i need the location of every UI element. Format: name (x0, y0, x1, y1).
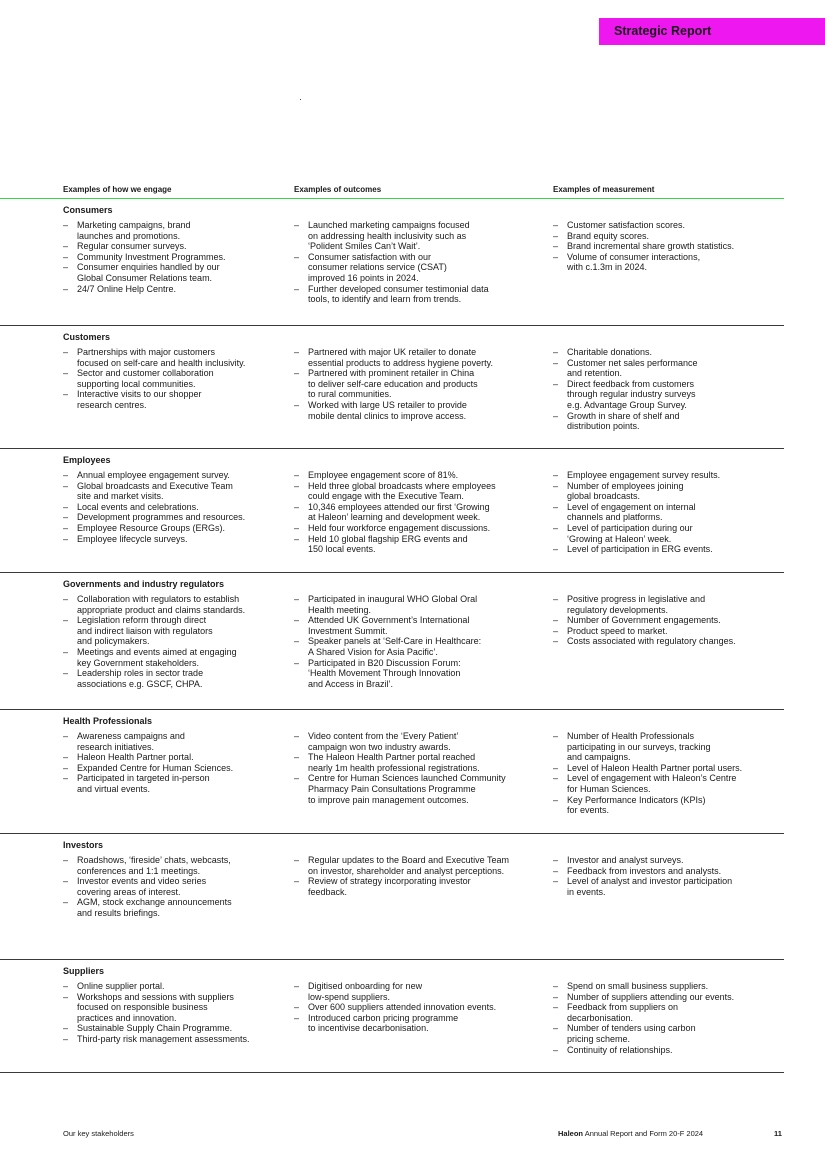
outcomes-list (294, 470, 549, 555)
measurement-list (553, 470, 783, 555)
engage-list (63, 594, 285, 689)
page-number: 11 (774, 1129, 782, 1138)
stakeholder-row-suppliers (0, 960, 784, 1073)
outcomes-list (294, 347, 549, 421)
list-item: – Meetings and events aimed at engaging key Government stakeholders. (63, 647, 285, 668)
list-item: – Employee engagement score of 81%. (294, 470, 549, 481)
list-item: – Level of participation in ERG events. (553, 544, 783, 555)
measurement-column (553, 594, 783, 647)
list-item: – Introduced carbon pricing programme to incentivise decarbonisation. (294, 1013, 549, 1034)
list-item: – Local events and celebrations. (63, 502, 285, 513)
outcomes-list (294, 731, 549, 805)
outcomes-list (294, 594, 549, 689)
list-item: – Number of suppliers attending our events. (553, 992, 783, 1003)
column-headers (0, 185, 784, 198)
list-item: – Awareness campaigns and research initiatives. (63, 731, 285, 752)
measurement-column (553, 855, 783, 897)
outcomes-column (294, 347, 549, 421)
measurement-list (553, 594, 783, 647)
column-header-measurement: Examples of measurement (553, 185, 655, 194)
list-item: – Number of Government engagements. (553, 615, 783, 626)
list-item: – Legislation reform through direct and indirect liaison with regulators and policymakers. (63, 615, 285, 647)
engage-column (63, 220, 285, 294)
stakeholder-title: Governments and industry regulators (63, 579, 225, 589)
list-item: – Key Performance Indicators (KPIs) for events. (553, 795, 783, 816)
list-item: – Level of analyst and investor participation in events. (553, 876, 783, 897)
list-item: – Held three global broadcasts where employees could engage with the Executive Team. (294, 481, 549, 502)
section-tag: Strategic Report (599, 18, 825, 45)
list-item: – Participated in targeted in-person and virtual events. (63, 773, 285, 794)
list-item: – Costs associated with regulatory changes. (553, 636, 783, 647)
list-item: – Direct feedback from customers through regular industry surveys e.g. Advantage Group Survey. (553, 379, 783, 411)
list-item: – Marketing campaigns, brand launches and promotions. (63, 220, 285, 241)
list-item: – Held four workforce engagement discussions. (294, 523, 549, 534)
measurement-list (553, 731, 783, 816)
stakeholder-row-investors (0, 834, 784, 960)
list-item: – Roadshows, ‘fireside’ chats, webcasts, conferences and 1:1 meetings. (63, 855, 285, 876)
measurement-column (553, 731, 783, 816)
list-item: – Online supplier portal. (63, 981, 285, 992)
list-item: – Regular updates to the Board and Executive Team on investor, shareholder and analyst perceptions. (294, 855, 549, 876)
engage-column (63, 731, 285, 795)
list-item: – Employee Resource Groups (ERGs). (63, 523, 285, 534)
list-item: – Charitable donations. (553, 347, 783, 358)
footer-report-title: Annual Report and Form 20-F 2024 (584, 1129, 704, 1138)
measurement-column (553, 981, 783, 1055)
stakeholder-title: Suppliers (63, 966, 105, 976)
list-item: – Employee lifecycle surveys. (63, 534, 285, 545)
column-header-outcomes: Examples of outcomes (294, 185, 382, 194)
list-item: – Level of engagement with Haleon’s Centre for Human Sciences. (553, 773, 783, 794)
list-item: – Volume of consumer interactions, with c.1.3m in 2024. (553, 252, 783, 273)
list-item: – Interactive visits to our shopper research centres. (63, 389, 285, 410)
stakeholder-title: Health Professionals (63, 716, 153, 726)
engage-column (63, 855, 285, 919)
list-item: – Held 10 global flagship ERG events and 150 local events. (294, 534, 549, 555)
list-item: – Participated in inaugural WHO Global Oral Health meeting. (294, 594, 549, 615)
stakeholder-row-governments-and-industry-regulators (0, 573, 784, 710)
list-item: – Sector and customer collaboration supporting local communities. (63, 368, 285, 389)
footer-section: Our key stakeholders (63, 1129, 134, 1138)
list-item: – Partnered with prominent retailer in China to deliver self-care education and products to rural communities. (294, 368, 549, 400)
list-item: – Product speed to market. (553, 626, 783, 637)
outcomes-column (294, 470, 549, 555)
list-item: – Annual employee engagement survey. (63, 470, 285, 481)
outcomes-list (294, 981, 549, 1034)
stakeholder-row-customers (0, 326, 784, 449)
list-item: – Customer satisfaction scores. (553, 220, 783, 231)
stakeholder-row-consumers (0, 199, 784, 326)
engage-column (63, 594, 285, 689)
list-item: – Sustainable Supply Chain Programme. (63, 1023, 285, 1034)
engage-list (63, 347, 285, 411)
list-item: – Expanded Centre for Human Sciences. (63, 763, 285, 774)
list-item: – Customer net sales performance and retention. (553, 358, 783, 379)
list-item: – Launched marketing campaigns focused on addressing health inclusivity such as ‘Polident Smiles Can’t Wait’. (294, 220, 549, 252)
list-item: – Partnerships with major customers focused on self-care and health inclusivity. (63, 347, 285, 368)
list-item: – Further developed consumer testimonial data tools, to identify and learn from trends. (294, 284, 549, 305)
stakeholder-row-health-professionals (0, 710, 784, 834)
list-item: – Positive progress in legislative and regulatory developments. (553, 594, 783, 615)
list-item: – 24/7 Online Help Centre. (63, 284, 285, 295)
outcomes-column (294, 981, 549, 1034)
list-item: – Spend on small business suppliers. (553, 981, 783, 992)
engage-column (63, 981, 285, 1045)
list-item: – Worked with large US retailer to provide mobile dental clinics to improve access. (294, 400, 549, 421)
stakeholder-title: Investors (63, 840, 104, 850)
measurement-list (553, 220, 783, 273)
list-item: – Number of Health Professionals participating in our surveys, tracking and campaigns. (553, 731, 783, 763)
list-item: – AGM, stock exchange announcements and results briefings. (63, 897, 285, 918)
stakeholder-row-employees (0, 449, 784, 573)
list-item: – Number of tenders using carbon pricing scheme. (553, 1023, 783, 1044)
list-item: – Continuity of relationships. (553, 1045, 783, 1056)
list-item: – Consumer satisfaction with our consumer relations service (CSAT) improved 16 points in 2024. (294, 252, 549, 284)
list-item: – Investor and analyst surveys. (553, 855, 783, 866)
stakeholder-title: Employees (63, 455, 111, 465)
list-item: – Feedback from investors and analysts. (553, 866, 783, 877)
engage-column (63, 470, 285, 544)
list-item: – Regular consumer surveys. (63, 241, 285, 252)
engage-list (63, 220, 285, 294)
list-item: – Collaboration with regulators to establish appropriate product and claims standards. (63, 594, 285, 615)
list-item: – Investor events and video series covering areas of interest. (63, 876, 285, 897)
measurement-column (553, 220, 783, 273)
list-item: – Centre for Human Sciences launched Community Pharmacy Pain Consultations Programme to improve pain management outcomes. (294, 773, 549, 805)
footer-brand: Haleon (558, 1129, 584, 1138)
list-item: – Development programmes and resources. (63, 512, 285, 523)
list-item: – Level of Haleon Health Partner portal users. (553, 763, 783, 774)
list-item: – Attended UK Government’s International Investment Summit. (294, 615, 549, 636)
list-item: – Level of participation during our ‘Growing at Haleon’ week. (553, 523, 783, 544)
measurement-list (553, 347, 783, 432)
footer-report (558, 1129, 703, 1138)
measurement-list (553, 981, 783, 1055)
list-item: – Global broadcasts and Executive Team site and market visits. (63, 481, 285, 502)
list-item: – Employee engagement survey results. (553, 470, 783, 481)
outcomes-column (294, 731, 549, 805)
list-item: – Haleon Health Partner portal. (63, 752, 285, 763)
outcomes-column (294, 855, 549, 897)
engage-list (63, 981, 285, 1045)
list-item: – Over 600 suppliers attended innovation events. (294, 1002, 549, 1013)
measurement-column (553, 347, 783, 432)
list-item: – Number of employees joining global broadcasts. (553, 481, 783, 502)
list-item: – Video content from the ‘Every Patient’ campaign won two industry awards. (294, 731, 549, 752)
list-item: – Partnered with major UK retailer to donate essential products to address hygiene poverty. (294, 347, 549, 368)
list-item: – Growth in share of shelf and distribution points. (553, 411, 783, 432)
list-item: – Community Investment Programmes. (63, 252, 285, 263)
engage-list (63, 470, 285, 544)
list-item: – Brand equity scores. (553, 231, 783, 242)
stray-dot (300, 99, 301, 100)
engage-list (63, 731, 285, 795)
list-item: – Digitised onboarding for new low-spend suppliers. (294, 981, 549, 1002)
list-item: – Level of engagement on internal channels and platforms. (553, 502, 783, 523)
list-item: – Third-party risk management assessments. (63, 1034, 285, 1045)
measurement-column (553, 470, 783, 555)
list-item: – Workshops and sessions with suppliers focused on responsible business practices and innovation. (63, 992, 285, 1024)
list-item: – Feedback from suppliers on decarbonisation. (553, 1002, 783, 1023)
outcomes-list (294, 220, 549, 305)
outcomes-column (294, 220, 549, 305)
list-item: – Participated in B20 Discussion Forum: ‘Health Movement Through Innovation and Access in Brazil’. (294, 658, 549, 690)
column-header-engage: Examples of how we engage (63, 185, 172, 194)
list-item: – Brand incremental share growth statistics. (553, 241, 783, 252)
list-item: – Speaker panels at ‘Self-Care in Healthcare: A Shared Vision for Asia Pacific’. (294, 636, 549, 657)
list-item: – Review of strategy incorporating investor feedback. (294, 876, 549, 897)
list-item: – The Haleon Health Partner portal reached nearly 1m health professional registrations. (294, 752, 549, 773)
list-item: – Consumer enquiries handled by our Global Consumer Relations team. (63, 262, 285, 283)
list-item: – 10,346 employees attended our first ‘Growing at Haleon’ learning and development week. (294, 502, 549, 523)
engage-column (63, 347, 285, 411)
stakeholder-title: Consumers (63, 205, 113, 215)
outcomes-list (294, 855, 549, 897)
list-item: – Leadership roles in sector trade associations e.g. GSCF, CHPA. (63, 668, 285, 689)
stakeholder-title: Customers (63, 332, 111, 342)
measurement-list (553, 855, 783, 897)
outcomes-column (294, 594, 549, 689)
engage-list (63, 855, 285, 919)
